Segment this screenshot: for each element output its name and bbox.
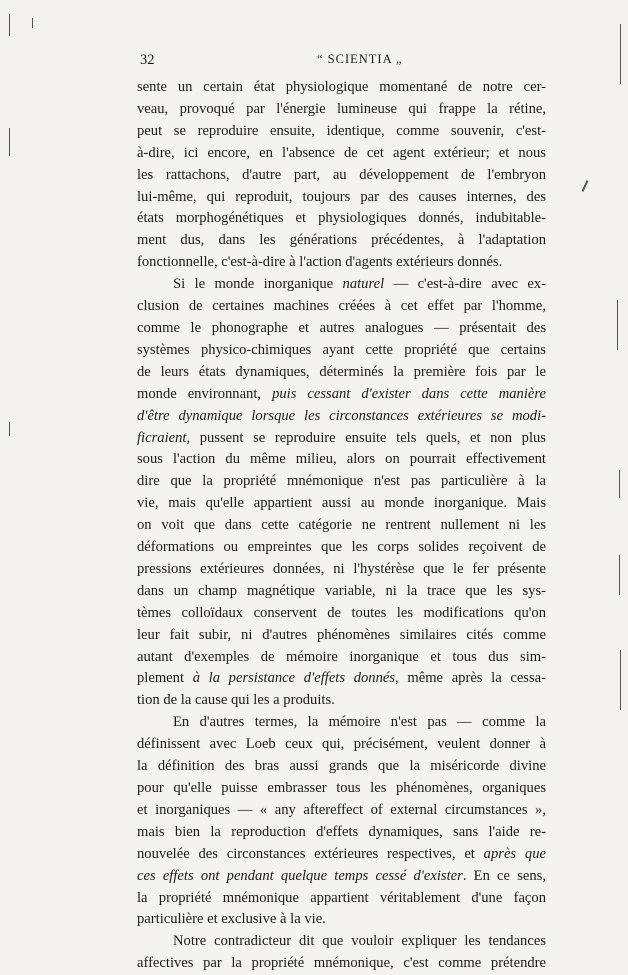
text-line: déformations ou empreintes que les corps solides reçoivent de [137,539,546,556]
left-margin-mark [9,14,10,36]
text-line: tèmes colloïdaux conservent de toutes les modifications qu'on [137,604,546,621]
page-number: 32 [140,52,155,68]
text-line: ment dus, dans les générations précédentes, à l'adaptation [137,232,546,249]
text-line: la définition des bras aussi grands que la miséricorde divine [137,758,546,775]
text-line: leur fait subir, ni d'autres phénomènes similaires cités comme [137,626,546,643]
text-line: à-dire, ici encore, en l'absence de cet agent extérieur; et nous [137,144,546,161]
text-line: on voit que dans cette catégorie ne rentrent nullement ni les [137,517,546,534]
text-line: dire que la propriété mnémonique n'est pas particulière à la [137,473,546,490]
text-line: ces effets ont pendant quelque temps cessé d'exister. En ce sens, [137,867,546,884]
text-line: pour qu'elle puisse embrasser tous les phénomènes, organiques [137,780,546,796]
text-line: peut se reproduire ensuite, identique, comme souvenir, c'est- [137,122,546,139]
text-line: la propriété mnémonique appartient véritablement d'une façon [137,889,546,906]
right-margin-mark [619,470,620,498]
text-line: mais bien la reproduction d'effets dynamiques, sans l'aide re- [137,823,546,840]
left-margin-mark [32,18,33,28]
text-line: veau, provoqué par l'énergie lumineuse qui frappe la rétine, [137,100,546,117]
text-line: tion de la cause qui les a produits. [137,692,335,709]
right-margin-mark [617,300,618,350]
text-line: états morphogénétiques et physiologiques donnés, indubitable- [137,210,546,227]
running-title: “ SCIENTIA „ [317,52,403,66]
text-line: définissent avec Loeb ceux qui, précisément, veulent donner à [137,736,546,753]
text-line: pressions extérieures données, ni l'hystérèse que le fer présente [137,560,546,577]
text-line: plement à la persistance d'effets donnés, même après la cessa- [137,670,546,687]
text-line: dans un champ magnétique variable, ni la trace que les sys- [137,582,546,599]
text-line: Notre contradicteur dit que vouloir expliquer les tendances [173,933,546,950]
text-line: sente un certain état physiologique momentané de notre cer- [137,79,546,95]
text-line: comme le phonographe et autres analogues — présentait des [137,319,546,336]
text-line: et inorganiques — « any aftereffect of external circumstances », [137,801,546,818]
left-margin-mark [9,422,10,436]
right-margin-mark [620,650,621,710]
text-line: d'être dynamique lorsque les circonstances extérieures se modi- [137,407,546,424]
text-line: autant d'exemples de mémoire inorganique et tous dus sim- [137,648,546,665]
text-line: lui-même, qui reproduit, toujours par des causes internes, des [137,188,546,205]
text-line: vie, mais qu'elle appartient aussi au monde inorganique. Mais [137,495,546,512]
right-margin-mark [619,555,620,595]
text-line: nouvelée des circonstances extérieures respectives, et après que [137,845,546,862]
text-line: affectives par la propriété mnémonique, c'est comme prétendre [137,955,546,972]
text-line: fonctionnelle, c'est-à-dire à l'action d'agents extérieurs donnés. [137,254,503,271]
text-line: monde environnant, puis cessant d'exister dans cette manière [137,385,546,402]
text-line: les rattachons, d'autre part, au développement de l'embryon [137,166,546,183]
text-line: En d'autres termes, la mémoire n'est pas — comme la [173,714,546,731]
page-header [137,52,546,74]
pencil-mark [582,180,589,192]
left-margin-mark [9,128,10,156]
right-margin-mark [620,24,621,84]
text-line: ficraient, pussent se reproduire ensuite tels quels, et non plus [137,429,546,446]
text-line: sous l'action du même milieu, alors on pourrait effectivement [137,451,546,468]
text-line: clusion de certaines machines créées à cet effet par l'homme, [137,298,546,315]
text-line: Si le monde inorganique naturel — c'est-à-dire avec ex- [173,276,546,293]
text-line: systèmes physico-chimiques ayant cette propriété que certains [137,341,546,358]
text-line: de leurs états dynamiques, déterminés la première fois par le [137,363,546,380]
text-line: particulière et exclusive à la vie. [137,911,326,928]
body-text [137,77,546,975]
